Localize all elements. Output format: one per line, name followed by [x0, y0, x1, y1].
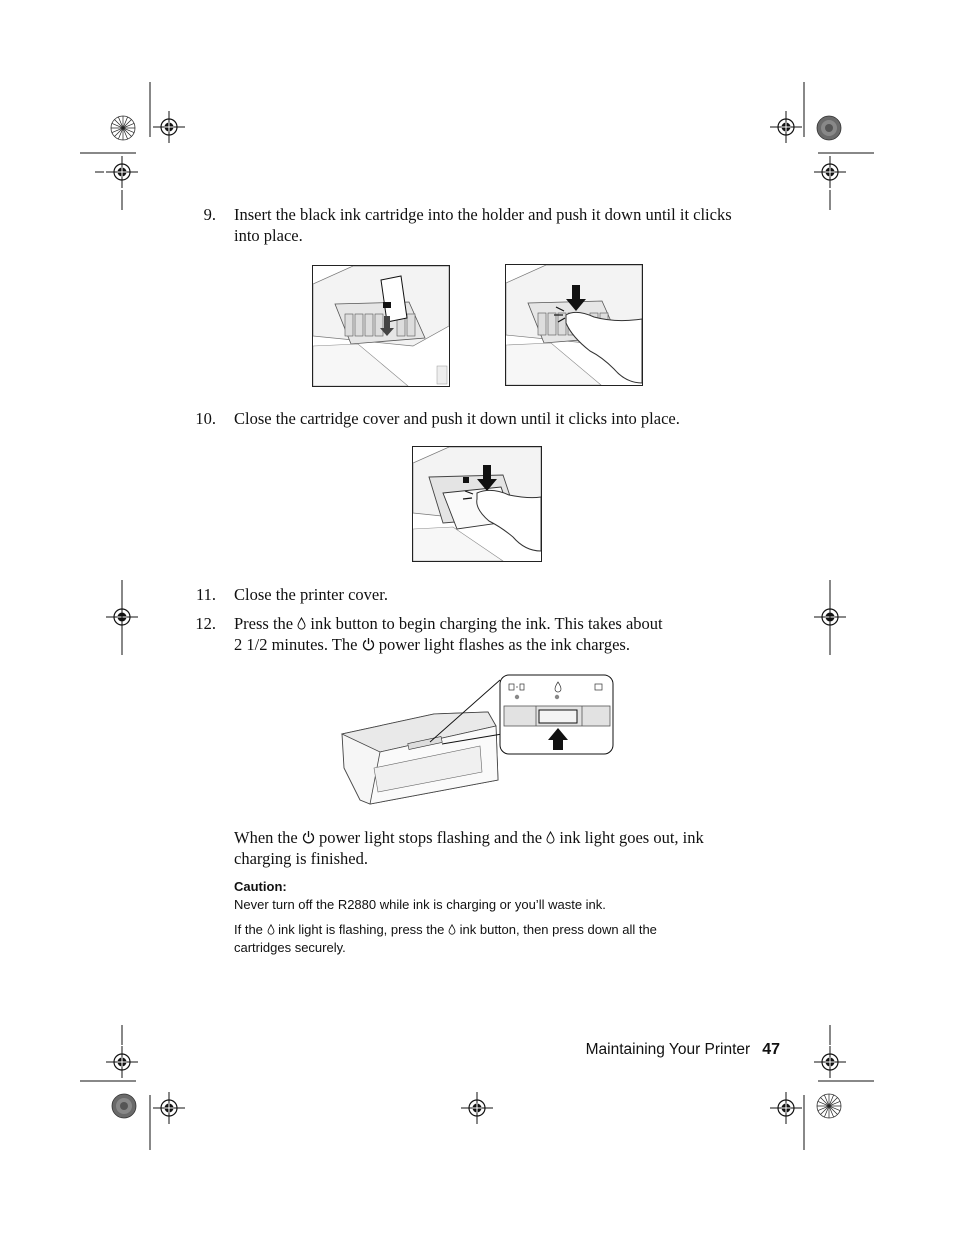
color-wheel-mark-icon [111, 116, 135, 140]
caution-heading: Caution: [234, 879, 287, 894]
page-footer [520, 1041, 780, 1059]
cartridge-push-illustration [505, 264, 643, 386]
step-10 [0, 408, 954, 430]
step-text: Press the ink button to begin charging the ink. This takes about 2 1/2 minutes. The power light flashes as the ink charges. [234, 614, 663, 654]
step-9 [0, 204, 954, 248]
ink-drop-icon [297, 617, 306, 630]
step-number: 11. [195, 585, 216, 604]
power-icon [362, 637, 375, 651]
section-title: Maintaining Your Printer [585, 1041, 751, 1058]
step-text: Close the cartridge cover and push it down until it clicks into place. [234, 409, 680, 428]
step-text: Close the printer cover. [234, 585, 388, 604]
step-12 [0, 613, 954, 657]
ink-drop-icon [448, 924, 456, 935]
step-11 [0, 584, 954, 606]
printer-control-panel-illustration [330, 672, 620, 810]
step-number: 12. [195, 614, 216, 633]
step-number: 10. [195, 409, 216, 428]
page-number: 47 [762, 1041, 780, 1058]
step-text: Insert the black ink cartridge into the holder and push it down until it clicks into place. [234, 205, 732, 245]
caution-text: Never turn off the R2880 while ink is charging or you’ll waste ink. [234, 897, 606, 912]
cover-close-illustration [412, 446, 542, 562]
ink-drop-icon [267, 924, 275, 935]
power-icon [302, 830, 315, 844]
registration-mark-icon [153, 111, 185, 143]
finish-note: When the power light stops flashing and the ink light goes out, ink charging is finished. [234, 828, 704, 868]
ink-drop-icon [546, 831, 555, 844]
ink-flashing-tip: If the ink light is flashing, press the ink button, then press down all the cartridges securely. [234, 922, 657, 955]
cartridge-insert-illustration [312, 265, 450, 387]
step-number: 9. [203, 205, 216, 224]
caution-block [234, 878, 754, 914]
